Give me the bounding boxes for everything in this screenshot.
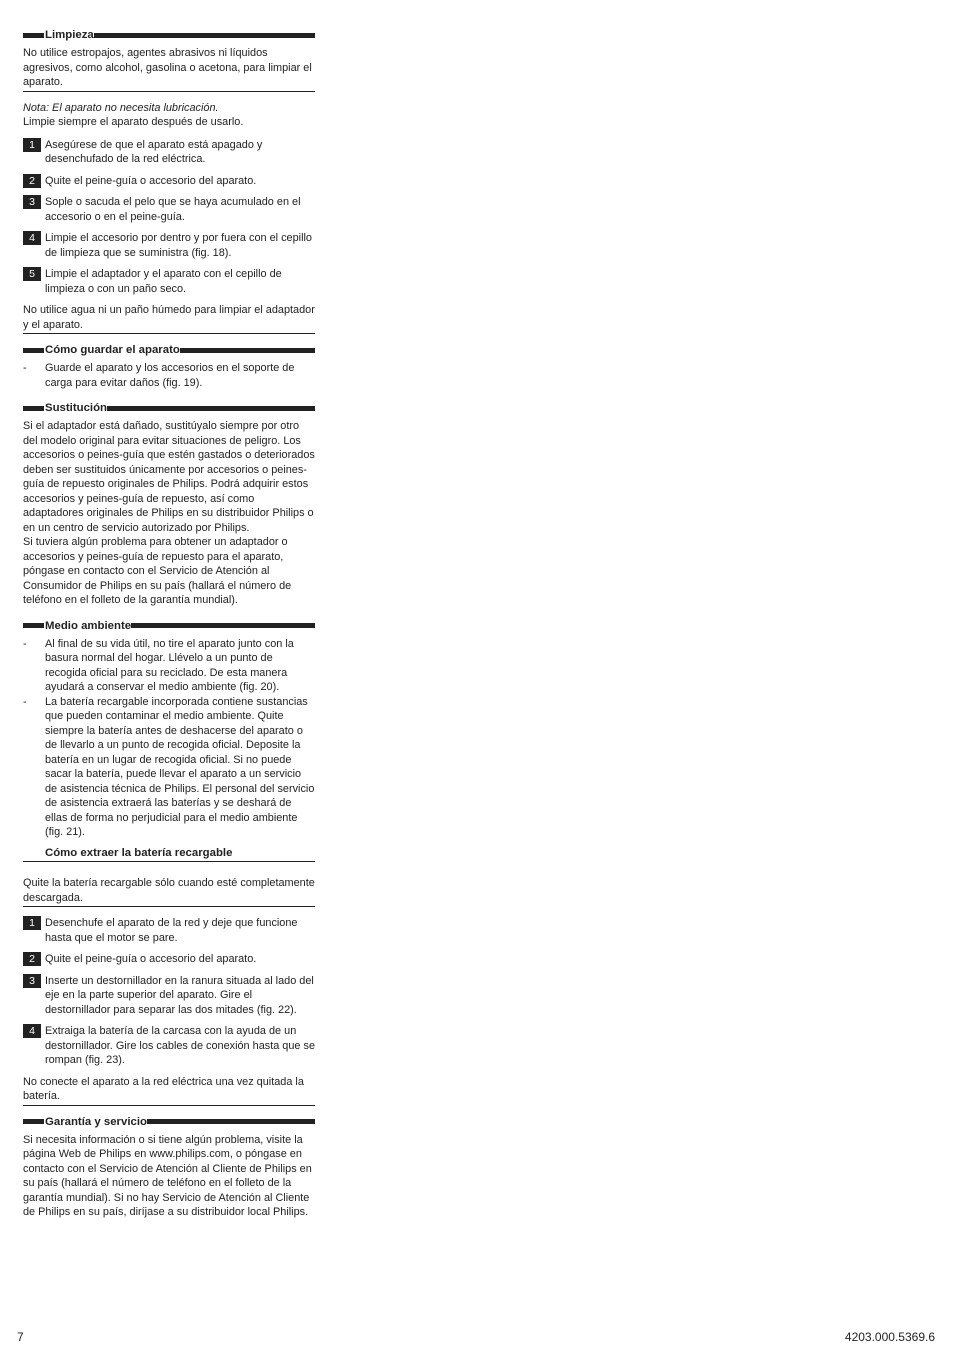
step-item: 4 Limpie el accesorio por dentro y por fuera con el cepillo de limpieza que se suministra (fig. 18). [23,231,315,260]
content-column [23,28,315,1220]
paragraph-sustitucion: Si el adaptador está dañado, sustitúyalo siempre por otro del modelo original para evitar situaciones de peligro. Los accesorios o peines-guía que estén gastados o deteriorados deben ser sustituidos únicamente por accesorios o peines-guía de repuesto originales de Philips. Podrá adquirir estos accesorios y peines-guía de repuesto, así como adaptadores originales de Philips en su distribuidor Philips o en un centro de servicio autorizado por Philips. [23,420,315,534]
step-item: 5 Limpie el adaptador y el aparato con el cepillo de limpieza o con un paño seco. [23,267,315,296]
step-item: 1 Desenchufe el aparato de la red y deje que funcione hasta que el motor se pare. [23,916,315,945]
note-lubricacion: Nota: El aparato no necesita lubricación. [23,101,219,114]
warning-descargada: Quite la batería recargable sólo cuando esté completamente descargada. [23,876,315,907]
step-item: 3 Sople o sacuda el pelo que se haya acumulado en el accesorio o en el peine-guía. [23,195,315,224]
section-heading-limpieza: Limpieza [23,28,315,42]
step-item: 2 Quite el peine-guía o accesorio del aparato. [23,174,315,189]
steps-limpieza [23,138,315,297]
section-heading-medio-ambiente: Medio ambiente [23,619,315,633]
bullets-medio-ambiente [23,637,315,840]
paragraph-garantia: Si necesita información o si tiene algún problema, visite la página Web de Philips en www.philips.com, o póngase en contacto con el Servicio de Atención al Cliente de Philips en su país (hallará el número de teléfono en el folleto de la garantía mundial). Si no hay Servicio de Atención al Cliente de Philips en su país, diríjase a su distribuidor local Philips. [23,1133,312,1218]
bullets-guardar [23,361,315,390]
list-item: - Guarde el aparato y los accesorios en el soporte de carga para evitar daños (fig. 19). [23,362,295,389]
step-item: 3 Inserte un destornillador en la ranura situada al lado del eje en la parte superior del aparato. Gire el destornillador para separar las dos mitades (fig. 22). [23,974,315,1018]
section-heading-garantia: Garantía y servicio [23,1115,315,1129]
document-number: 4203.000.5369.6 [844,1330,935,1344]
warning-limpieza: No utilice estropajos, agentes abrasivos ni líquidos agresivos, como alcohol, gasolina o acetona, para limpiar el aparato. [23,46,315,92]
warning-no-conecte: No conecte el aparato a la red eléctrica una vez quitada la batería. [23,1075,315,1106]
step-item: 2 Quite el peine-guía o accesorio del aparato. [23,952,315,967]
intro-limpieza: Limpie siempre el aparato después de usarlo. [23,116,244,128]
list-item: - Al final de su vida útil, no tire el aparato junto con la basura normal del hogar. Llévelo a un punto de recogida oficial para su reciclado. De esta manera ayudará a conservar el medio ambiente (fig. 20). [23,637,294,693]
subheading-extraer-bateria: Cómo extraer la batería recargable [23,846,315,863]
step-item: 4 Extraiga la batería de la carcasa con la ayuda de un destornillador. Gire los cables de conexión hasta que se rompan (fig. 23). [23,1024,315,1068]
list-item: - La batería recargable incorporada contiene sustancias que pueden contaminar el medio ambiente. Quite siempre la batería antes de deshacerse del aparato o de llevarlo a un punto de recogida oficial. Deposite la batería en un lugar de recogida oficial. Si no puede sacar la batería, puede llevar el aparato a un servicio de asistencia técnica de Philips. El personal del servicio de asistencia extraerá las baterías y se deshará de ellas de forma no perjudicial para el medio ambiente (fig. 21). [23,695,315,838]
warning-agua: No utilice agua ni un paño húmedo para limpiar el adaptador y el aparato. [23,303,315,334]
philips-website-link[interactable]: www.philips.com [149,1148,230,1160]
page-number: 7 [17,1330,24,1344]
section-heading-sustitucion: Sustitución [23,401,315,415]
step-item: 1 Asegúrese de que el aparato está apagado y desenchufado de la red eléctrica. [23,138,315,167]
steps-extraer [23,916,315,1068]
paragraph-sustitucion-2: Si tuviera algún problema para obtener un adaptador o accesorios y peines-guía de repuesto para el aparato, póngase en contacto con el Servicio de Atención al Consumidor de Philips en su país (hallará el número de teléfono en el folleto de la garantía mundial). [23,536,292,606]
section-heading-guardar: Cómo guardar el aparato [23,343,315,357]
